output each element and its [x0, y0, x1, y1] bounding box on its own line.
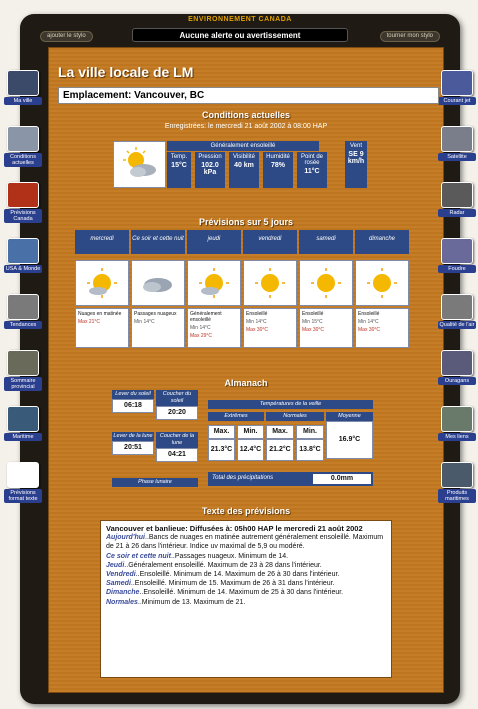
forecast-condition: Nuages en matinée	[78, 311, 122, 317]
location-field: Emplacement: Vancouver, BC	[58, 87, 439, 104]
sunrise-value: 06:18	[112, 399, 154, 413]
text-forecast-entry: Samedi..Ensoleillé. Minimum de 15. Maximum de 26 à 31 dans l'intérieur.	[106, 580, 335, 588]
text-forecast-heading: Texte des prévisions	[201, 506, 291, 516]
current-field	[297, 152, 327, 188]
precip-row	[208, 472, 373, 486]
forecast-min: Min 15°C	[302, 319, 323, 325]
forecast-max: Max 30°C	[358, 327, 381, 333]
current-conditions-table	[113, 141, 373, 188]
moonrise-label: Lever de la lune	[113, 433, 153, 439]
sun-cloud-icon	[113, 141, 166, 188]
forecast-min: Min 14°C	[190, 325, 211, 331]
condition-summary: Généralement ensoleillé	[167, 141, 319, 151]
min-label: Min.	[237, 425, 264, 439]
nav-label: Prévisions Canada	[4, 209, 42, 223]
right-nav-item[interactable]	[438, 238, 476, 278]
sun-icon	[299, 260, 353, 306]
nav-label: Satellite	[438, 153, 476, 161]
forecast-text	[75, 308, 129, 348]
forecast-day-name[interactable]: mercredi	[75, 230, 129, 254]
nav-thumbnail-icon	[441, 294, 473, 320]
forecast-condition: Ensoleillé	[246, 311, 268, 317]
records-label: Extrêmes	[208, 412, 264, 421]
forecast-heading: Prévisions sur 5 jours	[198, 217, 294, 227]
max-label: Max.	[208, 425, 235, 439]
rec-min-value: 12.4°C	[237, 439, 264, 461]
forecast-text	[355, 308, 409, 348]
entry-day: Vendredi	[106, 571, 136, 579]
nav-thumbnail-icon	[441, 462, 473, 488]
precip-label: Total des précipitations	[212, 475, 274, 481]
forecast-max: Max 21°C	[78, 319, 101, 325]
nav-label: Ma ville	[4, 97, 42, 105]
wind-label: Vent	[349, 143, 362, 149]
nav-label: Maritime	[4, 433, 42, 441]
precip-value: 0.0mm	[313, 474, 371, 484]
forecast-day-name[interactable]: vendredi	[243, 230, 297, 254]
forecast-day	[187, 230, 241, 339]
norm-min-value: 13.8°C	[296, 439, 324, 461]
forecast-min: Min 14°C	[358, 319, 379, 325]
current-field	[167, 152, 191, 188]
nav-thumbnail-icon	[441, 406, 473, 432]
wind-value: SE 9 km/h	[347, 151, 365, 165]
left-nav-item[interactable]	[4, 70, 42, 110]
text-forecast-entry: Aujourd'hui..Bancs de nuages en matinée autrement généralement ensoleillé. Maximum de 21 à 26 dans l'intérieur. Indice uv maximal de 5,9 ou modéré.	[106, 534, 384, 551]
sun-icon	[355, 260, 409, 306]
current-field	[195, 152, 225, 188]
nav-label: Tendances	[4, 321, 42, 329]
nav-label: Mes liens	[438, 433, 476, 441]
entry-day: Normales	[106, 598, 138, 606]
field-label: Point de rosée	[300, 154, 324, 166]
forecast-max: Max 30°C	[246, 327, 269, 333]
normals-label: Normales	[266, 412, 324, 421]
text-forecast-title: Vancouver et banlieue: Diffusées à: 05h00 HAP le mercredi 21 août 2002	[106, 524, 363, 533]
brand-label: ENVIRONNEMENT CANADA	[188, 16, 292, 23]
mean-label: Moyenne	[326, 412, 373, 421]
nav-label: Prévisions format texte	[4, 489, 42, 503]
right-nav-item[interactable]	[438, 462, 476, 502]
forecast-day	[243, 230, 297, 333]
nav-thumbnail-icon	[7, 182, 39, 208]
turn-stylus-button[interactable]: tourner mon stylo	[380, 31, 440, 42]
yesterday-temps	[208, 400, 373, 409]
moon-phase-box	[112, 478, 198, 487]
entry-text: Généralement ensoleillé. Maximum de 23 à 28 dans l'intérieur.	[128, 561, 322, 569]
field-label: Visibilité	[233, 154, 255, 160]
nav-thumbnail-icon	[7, 294, 39, 320]
top-bar	[40, 14, 440, 42]
rec-min-col	[237, 425, 264, 461]
forecast-max: Max 30°C	[302, 327, 325, 333]
sunrise-box	[112, 390, 154, 413]
entry-text: Ensoleillé. Minimum de 14. Maximum de 26 à 30 dans l'intérieur.	[139, 571, 340, 579]
entry-day: Jeudi	[106, 561, 125, 569]
sunrise-label: Lever du soleil	[112, 390, 154, 399]
right-nav-item[interactable]	[438, 406, 476, 446]
moonset-label: Coucher de la lune	[156, 432, 198, 448]
forecast-day-name[interactable]: Ce soir et cette nuit	[131, 230, 185, 254]
moonrise-box	[112, 432, 154, 455]
add-stylus-button[interactable]: ajouter le stylo	[40, 31, 93, 42]
sunset-label: Coucher du soleil	[156, 390, 198, 406]
min-label: Min.	[296, 425, 324, 439]
left-nav-item[interactable]	[4, 350, 42, 390]
forecast-day-name[interactable]: dimanche	[355, 230, 409, 254]
wind-field	[345, 141, 367, 188]
moonset-value: 04:21	[156, 448, 198, 462]
cloud-icon	[131, 260, 185, 306]
forecast-day	[355, 230, 409, 333]
field-value: 102.0 kPa	[201, 162, 219, 176]
forecast-text	[299, 308, 353, 348]
entry-day: Ce soir et cette nuit	[106, 552, 171, 560]
forecast-condition: Ensoleillé	[358, 311, 380, 317]
right-nav-item[interactable]	[438, 70, 476, 110]
text-forecast-entry: Vendredi..Ensoleillé. Minimum de 14. Maximum de 26 à 30 dans l'intérieur.	[106, 571, 340, 579]
left-nav-item[interactable]	[4, 238, 42, 278]
moonset-box	[156, 432, 198, 462]
nav-label: Foudre	[438, 265, 476, 273]
text-forecast-entry: Dimanche..Ensoleillé. Minimum de 14. Maximum de 25 à 30 dans l'intérieur.	[106, 589, 344, 597]
field-value: 78%	[270, 162, 285, 169]
nav-thumbnail-icon	[7, 350, 39, 376]
forecast-day	[75, 230, 129, 325]
norm-max-value: 21.2°C	[266, 439, 294, 461]
text-forecast-entry: Ce soir et cette nuit..Passages nuageux. Minimum de 14.	[106, 552, 289, 560]
mean-box	[326, 412, 373, 459]
forecast-max: Max 29°C	[190, 333, 213, 339]
nav-thumbnail-icon	[441, 238, 473, 264]
temps-header: Températures de la veille	[208, 400, 373, 409]
nav-thumbnail-icon	[441, 182, 473, 208]
forecast-min: Min 14°C	[134, 319, 155, 325]
nav-thumbnail-icon	[7, 238, 39, 264]
nav-label: Courant jet	[438, 97, 476, 105]
sun-icon	[75, 260, 129, 306]
entry-text: Passages nuageux. Minimum de 14.	[174, 552, 289, 560]
left-nav-item[interactable]	[4, 126, 42, 166]
sunset-box	[156, 390, 198, 420]
current-field	[229, 152, 259, 188]
field-label: Temp.	[170, 154, 188, 160]
left-nav-item[interactable]	[4, 182, 42, 222]
left-nav-item[interactable]	[4, 462, 42, 502]
nav-label: Qualité de l'air	[439, 322, 475, 328]
nav-thumbnail-icon	[7, 462, 39, 488]
sun-icon	[187, 260, 241, 306]
nav-label: Sommaire provincial	[4, 377, 42, 391]
nav-thumbnail-icon	[441, 350, 473, 376]
current-field	[263, 152, 293, 188]
nav-label: Conditions actuelles	[4, 153, 42, 167]
current-conditions-heading: Conditions actuelles	[201, 110, 290, 120]
nav-thumbnail-icon	[441, 126, 473, 152]
norm-max-col	[266, 425, 294, 461]
forecast-day-name[interactable]: samedi	[299, 230, 353, 254]
sun-icon	[243, 260, 297, 306]
right-nav-item[interactable]	[438, 126, 476, 166]
right-nav-item[interactable]	[438, 294, 476, 334]
norm-min-col	[296, 425, 324, 461]
nav-thumbnail-icon	[441, 70, 473, 96]
nav-label: Produits maritimes	[438, 489, 476, 503]
rec-max-value: 21.3°C	[208, 439, 235, 461]
field-value: 11°C	[304, 168, 320, 175]
forecast-min: Min 14°C	[246, 319, 267, 325]
mean-value: 16.9°C	[326, 421, 373, 459]
forecast-day	[299, 230, 353, 333]
left-nav-item[interactable]	[4, 406, 42, 446]
forecast-day-name[interactable]: jeudi	[187, 230, 241, 254]
entry-text: Ensoleillé. Minimum de 15. Maximum de 26 à 31 dans l'intérieur.	[134, 580, 335, 588]
field-value: 40 km	[234, 162, 254, 169]
page-title: La ville locale de LM	[58, 64, 194, 80]
almanac-heading: Almanach	[224, 378, 268, 388]
entry-day: Aujourd'hui	[106, 534, 145, 542]
alert-banner: Aucune alerte ou avertissement	[132, 28, 348, 42]
forecast-condition: Passages nuageux	[134, 311, 177, 317]
nav-label: Ouragans	[438, 377, 476, 385]
recorded-time: Enregistrées: le mercredi 21 août 2002 à 08:00 HAP	[164, 123, 328, 130]
nav-label: Radar	[438, 209, 476, 217]
forecast-day	[131, 230, 185, 325]
sunset-value: 20:20	[156, 406, 198, 420]
max-label: Max.	[266, 425, 294, 439]
right-nav-item[interactable]	[438, 182, 476, 222]
forecast-text	[243, 308, 297, 348]
normals-box	[266, 412, 324, 421]
field-value: 15°C	[171, 162, 187, 169]
nav-thumbnail-icon	[7, 126, 39, 152]
entry-text: Ensoleillé. Minimum de 14. Maximum de 25 à 30 dans l'intérieur.	[143, 589, 344, 597]
entry-text: Bancs de nuages en matinée autrement généralement ensoleillé. Maximum de 21 à 26 dans l'intérieur. Indice uv maximal de 5,9 ou modéré.	[106, 534, 384, 551]
rec-max-col	[208, 425, 235, 461]
entry-text: Minimum de 13. Maximum de 21.	[141, 598, 246, 606]
nav-thumbnail-icon	[7, 70, 39, 96]
forecast-text	[187, 308, 241, 348]
entry-day: Dimanche	[106, 589, 140, 597]
nav-label: USA & Monde	[5, 266, 41, 272]
field-label: Pression	[198, 154, 222, 160]
text-forecast-box	[100, 520, 392, 678]
moon-phase-label: Phase lunaire	[112, 478, 198, 487]
forecast-condition: Ensoleillé	[302, 311, 324, 317]
forecast-condition: Généralement ensoleillé	[190, 311, 222, 323]
field-label: Humidité	[266, 154, 290, 160]
forecast-text	[131, 308, 185, 348]
left-nav-item[interactable]	[4, 294, 42, 334]
moonrise-value: 20:51	[112, 441, 154, 455]
nav-thumbnail-icon	[7, 406, 39, 432]
entry-day: Samedi	[106, 580, 131, 588]
records-box	[208, 412, 264, 421]
text-forecast-entry: Jeudi..Généralement ensoleillé. Maximum de 23 à 28 dans l'intérieur.	[106, 561, 322, 569]
text-forecast-entry: Normales..Minimum de 13. Maximum de 21.	[106, 598, 246, 606]
